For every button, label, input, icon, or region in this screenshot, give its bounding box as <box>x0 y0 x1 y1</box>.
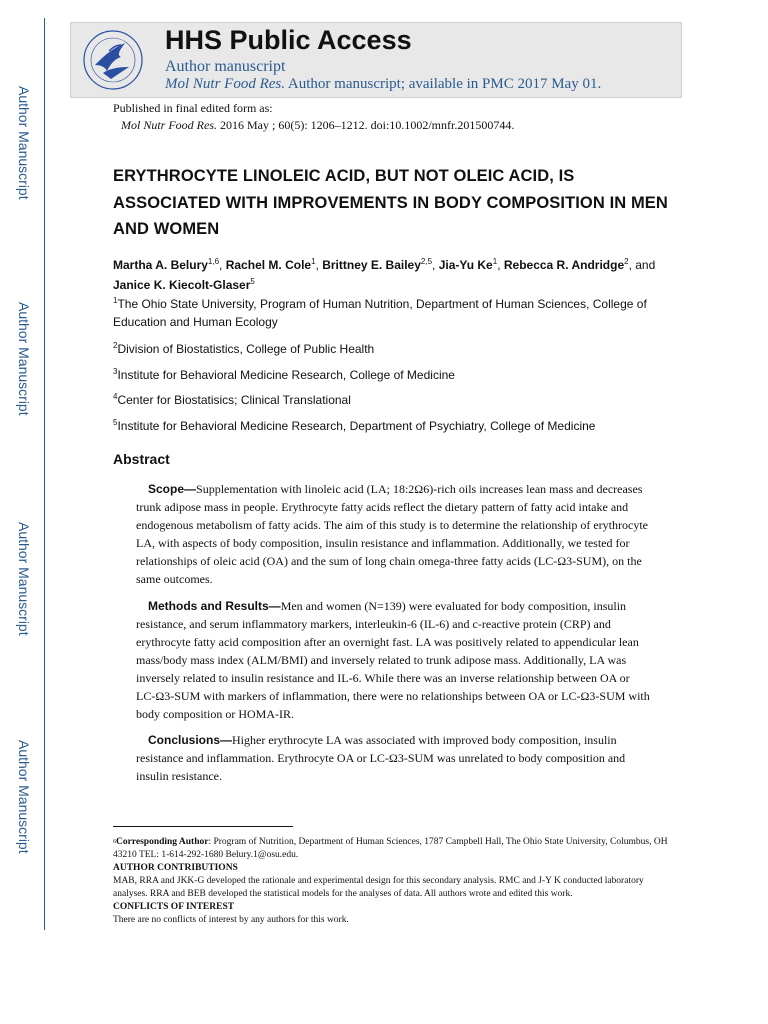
paper-title: ERYTHROCYTE LINOLEIC ACID, BUT NOT OLEIC ACID, IS ASSOCIATED WITH IMPROVEMENTS IN BODY COMPOSITION IN MEN AND WOMEN <box>113 167 668 238</box>
author-affiliation-marker: 1 <box>492 257 498 266</box>
author-name: Janice K. Kiecolt-Glaser <box>113 278 251 292</box>
footnotes <box>113 836 673 927</box>
affiliation: $^1$The Ohio State University, Program of Human Nutrition, Department of Human Sciences, College of Education and Human Ecology <box>113 296 647 329</box>
author-separator: , <box>497 258 504 272</box>
publication-note <box>113 100 514 134</box>
journal-availability: Mol Nutr Food Res. Author manuscript; available in PMC 2017 May 01. <box>165 76 602 92</box>
published-label: Published in final edited form as: <box>113 101 273 115</box>
author-name: Brittney E. Bailey <box>322 258 421 272</box>
abstract-heading: Abstract <box>113 451 170 467</box>
author-list <box>113 255 673 295</box>
conflicts-text: There are no conflicts of interest by any authors for this work. <box>113 915 349 925</box>
author-name: Rebecca R. Andridge <box>503 258 625 272</box>
footnote-rule <box>113 826 293 827</box>
abstract-methods-results: Methods and Results—Men and women (N=139) were evaluated for body composition, insulin resistance, and serum inflammatory markers, interleukin-6 (IL-6) and c-reactive protein (CRP) and erythrocyte fatty acid composition after an overnight fast. LA was positively related to appendicular lean mass/body mass index (ALM/BMI) and inversely related to trunk adipose mass. Additionally, LA was inversely related to insulin resistance and IL-6. While there was an inverse relationship between OA or LC-Ω3-SUM with markers of inflammation, there were no relationships between OA or LC-Ω3-SUM with body composition or HOMA-IR. <box>136 599 650 721</box>
author-affiliation-marker: 5 <box>250 277 255 286</box>
hhs-eagle-logo-icon <box>81 27 145 93</box>
hhs-title: HHS Public Access <box>165 25 412 55</box>
author-affiliation-marker: 2 <box>624 257 629 266</box>
hhs-header <box>70 22 682 98</box>
affiliation: $^3$Institute for Behavioral Medicine Research, College of Medicine <box>113 367 455 382</box>
margin-rule <box>44 18 45 930</box>
affiliation: $^5$Institute for Behavioral Medicine Research, Department of Psychiatry, College of Medicine <box>113 418 596 433</box>
abstract-conclusions: Conclusions—Higher erythrocyte LA was associated with improved body composition, insulin resistance and inflammation. Erythrocyte OA or LC-Ω3-SUM was unrelated to body composition and insulin resistance. <box>136 733 626 783</box>
contributions-text: MAB, RRA and JKK-G developed the rationale and experimental design for this secondary analysis. RMC and J-Y K conducted laboratory analyses. RRA and BEB developed the statistical models for the analyses of data. All authors wrote and edited this work. <box>113 876 644 899</box>
citation: Mol Nutr Food Res. 2016 May ; 60(5): 1206–1212. doi:10.1002/mnfr.201500744. <box>121 118 515 132</box>
author-name: Martha A. Belury <box>113 258 208 272</box>
corresponding-author-note: $^6$Corresponding Author: Program of Nutrition, Department of Human Sciences, 1787 Campbell Hall, The Ohio State University, Columbus, OH 43210 TEL: 1-614-292-1680 Belury.1@osu.edu. <box>113 837 668 860</box>
affiliation: $^2$Division of Biostatistics, College of Public Health <box>113 341 375 356</box>
author-separator: , <box>219 258 226 272</box>
abstract-scope: Scope—Supplementation with linoleic acid (LA; 18:2Ω6)-rich oils increases lean mass and decreases trunk adipose mass in people. Erythrocyte fatty acids reflect the dietary pattern of fatty acid intake and endogenous metabolism of fatty acids. The aim of this study is to determine the relationship of erythrocyte LA, with aspects of body composition, insulin resistance and inflammation. Additionally, we tested for relationships of oleic acid (OA) and the sum of long chain omega-three fatty acids (LC-Ω3-SUM), on the same outcomes. <box>136 482 648 586</box>
author-separator: , and <box>628 258 656 272</box>
author-separator: , <box>432 258 439 272</box>
author-affiliation-marker: 2,5 <box>420 257 433 266</box>
author-manuscript-label: Author manuscript <box>165 58 286 75</box>
author-separator: , <box>315 258 323 272</box>
author-affiliation-marker: 1,6 <box>207 257 220 266</box>
author-affiliation-marker: 1 <box>311 257 316 266</box>
conflicts-heading: CONFLICTS OF INTEREST <box>113 902 235 912</box>
author-name: Rachel M. Cole <box>225 258 312 272</box>
contributions-heading: AUTHOR CONTRIBUTIONS <box>113 863 238 873</box>
affiliation: $^4$Center for Biostatisics; Clinical Translational <box>113 392 351 407</box>
author-name: Jia-Yu Ke <box>438 258 493 272</box>
